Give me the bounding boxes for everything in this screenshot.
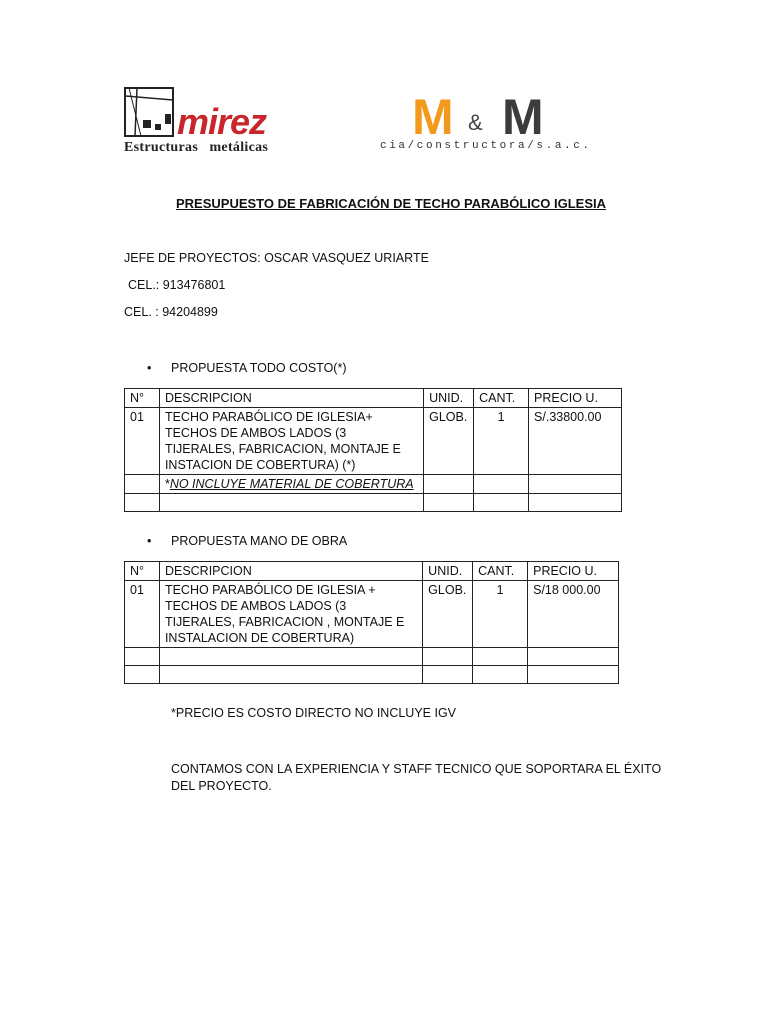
empty-cell bbox=[159, 648, 422, 666]
project-manager: JEFE DE PROYECTOS: OSCAR VASQUEZ URIARTE bbox=[124, 251, 429, 265]
item-quantity: 1 bbox=[474, 408, 529, 475]
proposal-1-heading bbox=[147, 361, 347, 375]
empty-cell bbox=[424, 475, 474, 494]
mirez-mark-icon bbox=[123, 86, 183, 144]
header-cell: PRECIO U. bbox=[528, 562, 619, 581]
table-header-row bbox=[125, 389, 622, 408]
mm-ampersand: & bbox=[468, 110, 483, 135]
note-cell bbox=[159, 475, 423, 494]
empty-cell bbox=[473, 648, 528, 666]
proposal-2-heading-text: PROPUESTA MANO DE OBRA bbox=[171, 534, 348, 548]
item-description: TECHO PARABÓLICO DE IGLESIA+ TECHOS DE AMBOS LADOS (3 TIJERALES, FABRICACION, MONTAJE E INSTACION DE COBERTURA) (*) bbox=[159, 408, 423, 475]
empty-cell bbox=[159, 666, 422, 684]
item-number: 01 bbox=[125, 408, 160, 475]
empty-cell bbox=[529, 475, 622, 494]
proposal-1-heading-text: PROPUESTA TODO COSTO(*) bbox=[171, 361, 347, 375]
header-cell: CANT. bbox=[474, 389, 529, 408]
header-cell: CANT. bbox=[473, 562, 528, 581]
empty-cell bbox=[473, 666, 528, 684]
item-number: 01 bbox=[125, 581, 160, 648]
table-row bbox=[125, 408, 622, 475]
note-prefix: * bbox=[164, 477, 170, 491]
empty-cell bbox=[474, 475, 529, 494]
item-unit: GLOB. bbox=[423, 581, 473, 648]
item-price: S/18 000.00 bbox=[528, 581, 619, 648]
table-row bbox=[125, 475, 622, 494]
mm-second-letter: M bbox=[502, 89, 544, 145]
mirez-tagline: Estructuras metálicas bbox=[124, 140, 269, 155]
empty-cell bbox=[125, 494, 160, 512]
item-quantity: 1 bbox=[473, 581, 528, 648]
document-title: PRESUPUESTO DE FABRICACIÓN DE TECHO PARABÓLICO IGLESIA bbox=[175, 196, 606, 211]
proposal-2-table bbox=[124, 561, 619, 684]
table-row bbox=[125, 581, 619, 648]
empty-cell bbox=[423, 666, 473, 684]
proposal-1-table bbox=[124, 388, 622, 512]
mirez-wordmark: mirez bbox=[177, 101, 267, 142]
bullet-icon: • bbox=[147, 361, 152, 375]
empty-cell bbox=[528, 666, 619, 684]
item-price: S/.33800.00 bbox=[529, 408, 622, 475]
mm-first-letter: M bbox=[412, 89, 454, 145]
proposal-2-heading bbox=[147, 534, 348, 548]
coverage-note: NO INCLUYE MATERIAL DE COBERTURA bbox=[169, 477, 414, 491]
mirez-logo bbox=[123, 86, 315, 158]
bullet-icon: • bbox=[147, 534, 152, 548]
empty-cell bbox=[528, 648, 619, 666]
igv-note: *PRECIO ES COSTO DIRECTO NO INCLUYE IGV bbox=[171, 706, 457, 720]
table-row bbox=[125, 648, 619, 666]
phone-1: CEL.: 913476801 bbox=[128, 278, 226, 292]
closing-statement: CONTAMOS CON LA EXPERIENCIA Y STAFF TECNICO QUE SOPORTARA EL ÉXITO DEL PROYECTO. bbox=[171, 762, 662, 793]
header-cell: UNID. bbox=[423, 562, 473, 581]
mm-constructora-logo bbox=[376, 89, 600, 158]
item-description: TECHO PARABÓLICO DE IGLESIA + TECHOS DE AMBOS LADOS (3 TIJERALES, FABRICACION , MONTAJE E INSTALACION DE COBERTURA) bbox=[159, 581, 422, 648]
table-header-row bbox=[125, 562, 619, 581]
table-row bbox=[125, 494, 622, 512]
empty-cell bbox=[423, 648, 473, 666]
empty-cell bbox=[125, 648, 160, 666]
header-cell: N° bbox=[125, 389, 160, 408]
empty-cell bbox=[125, 666, 160, 684]
table-row bbox=[125, 666, 619, 684]
empty-cell bbox=[474, 494, 529, 512]
header-cell: UNID. bbox=[424, 389, 474, 408]
empty-cell bbox=[125, 475, 160, 494]
empty-cell bbox=[424, 494, 474, 512]
header-cell: PRECIO U. bbox=[529, 389, 622, 408]
header-cell: DESCRIPCION bbox=[159, 389, 423, 408]
phone-2: CEL. : 94204899 bbox=[124, 305, 218, 319]
mm-subtitle: cia/constructora/s.a.c. bbox=[380, 140, 592, 152]
item-unit: GLOB. bbox=[424, 408, 474, 475]
header-cell: N° bbox=[125, 562, 160, 581]
empty-cell bbox=[159, 494, 423, 512]
empty-cell bbox=[529, 494, 622, 512]
header-cell: DESCRIPCION bbox=[159, 562, 422, 581]
